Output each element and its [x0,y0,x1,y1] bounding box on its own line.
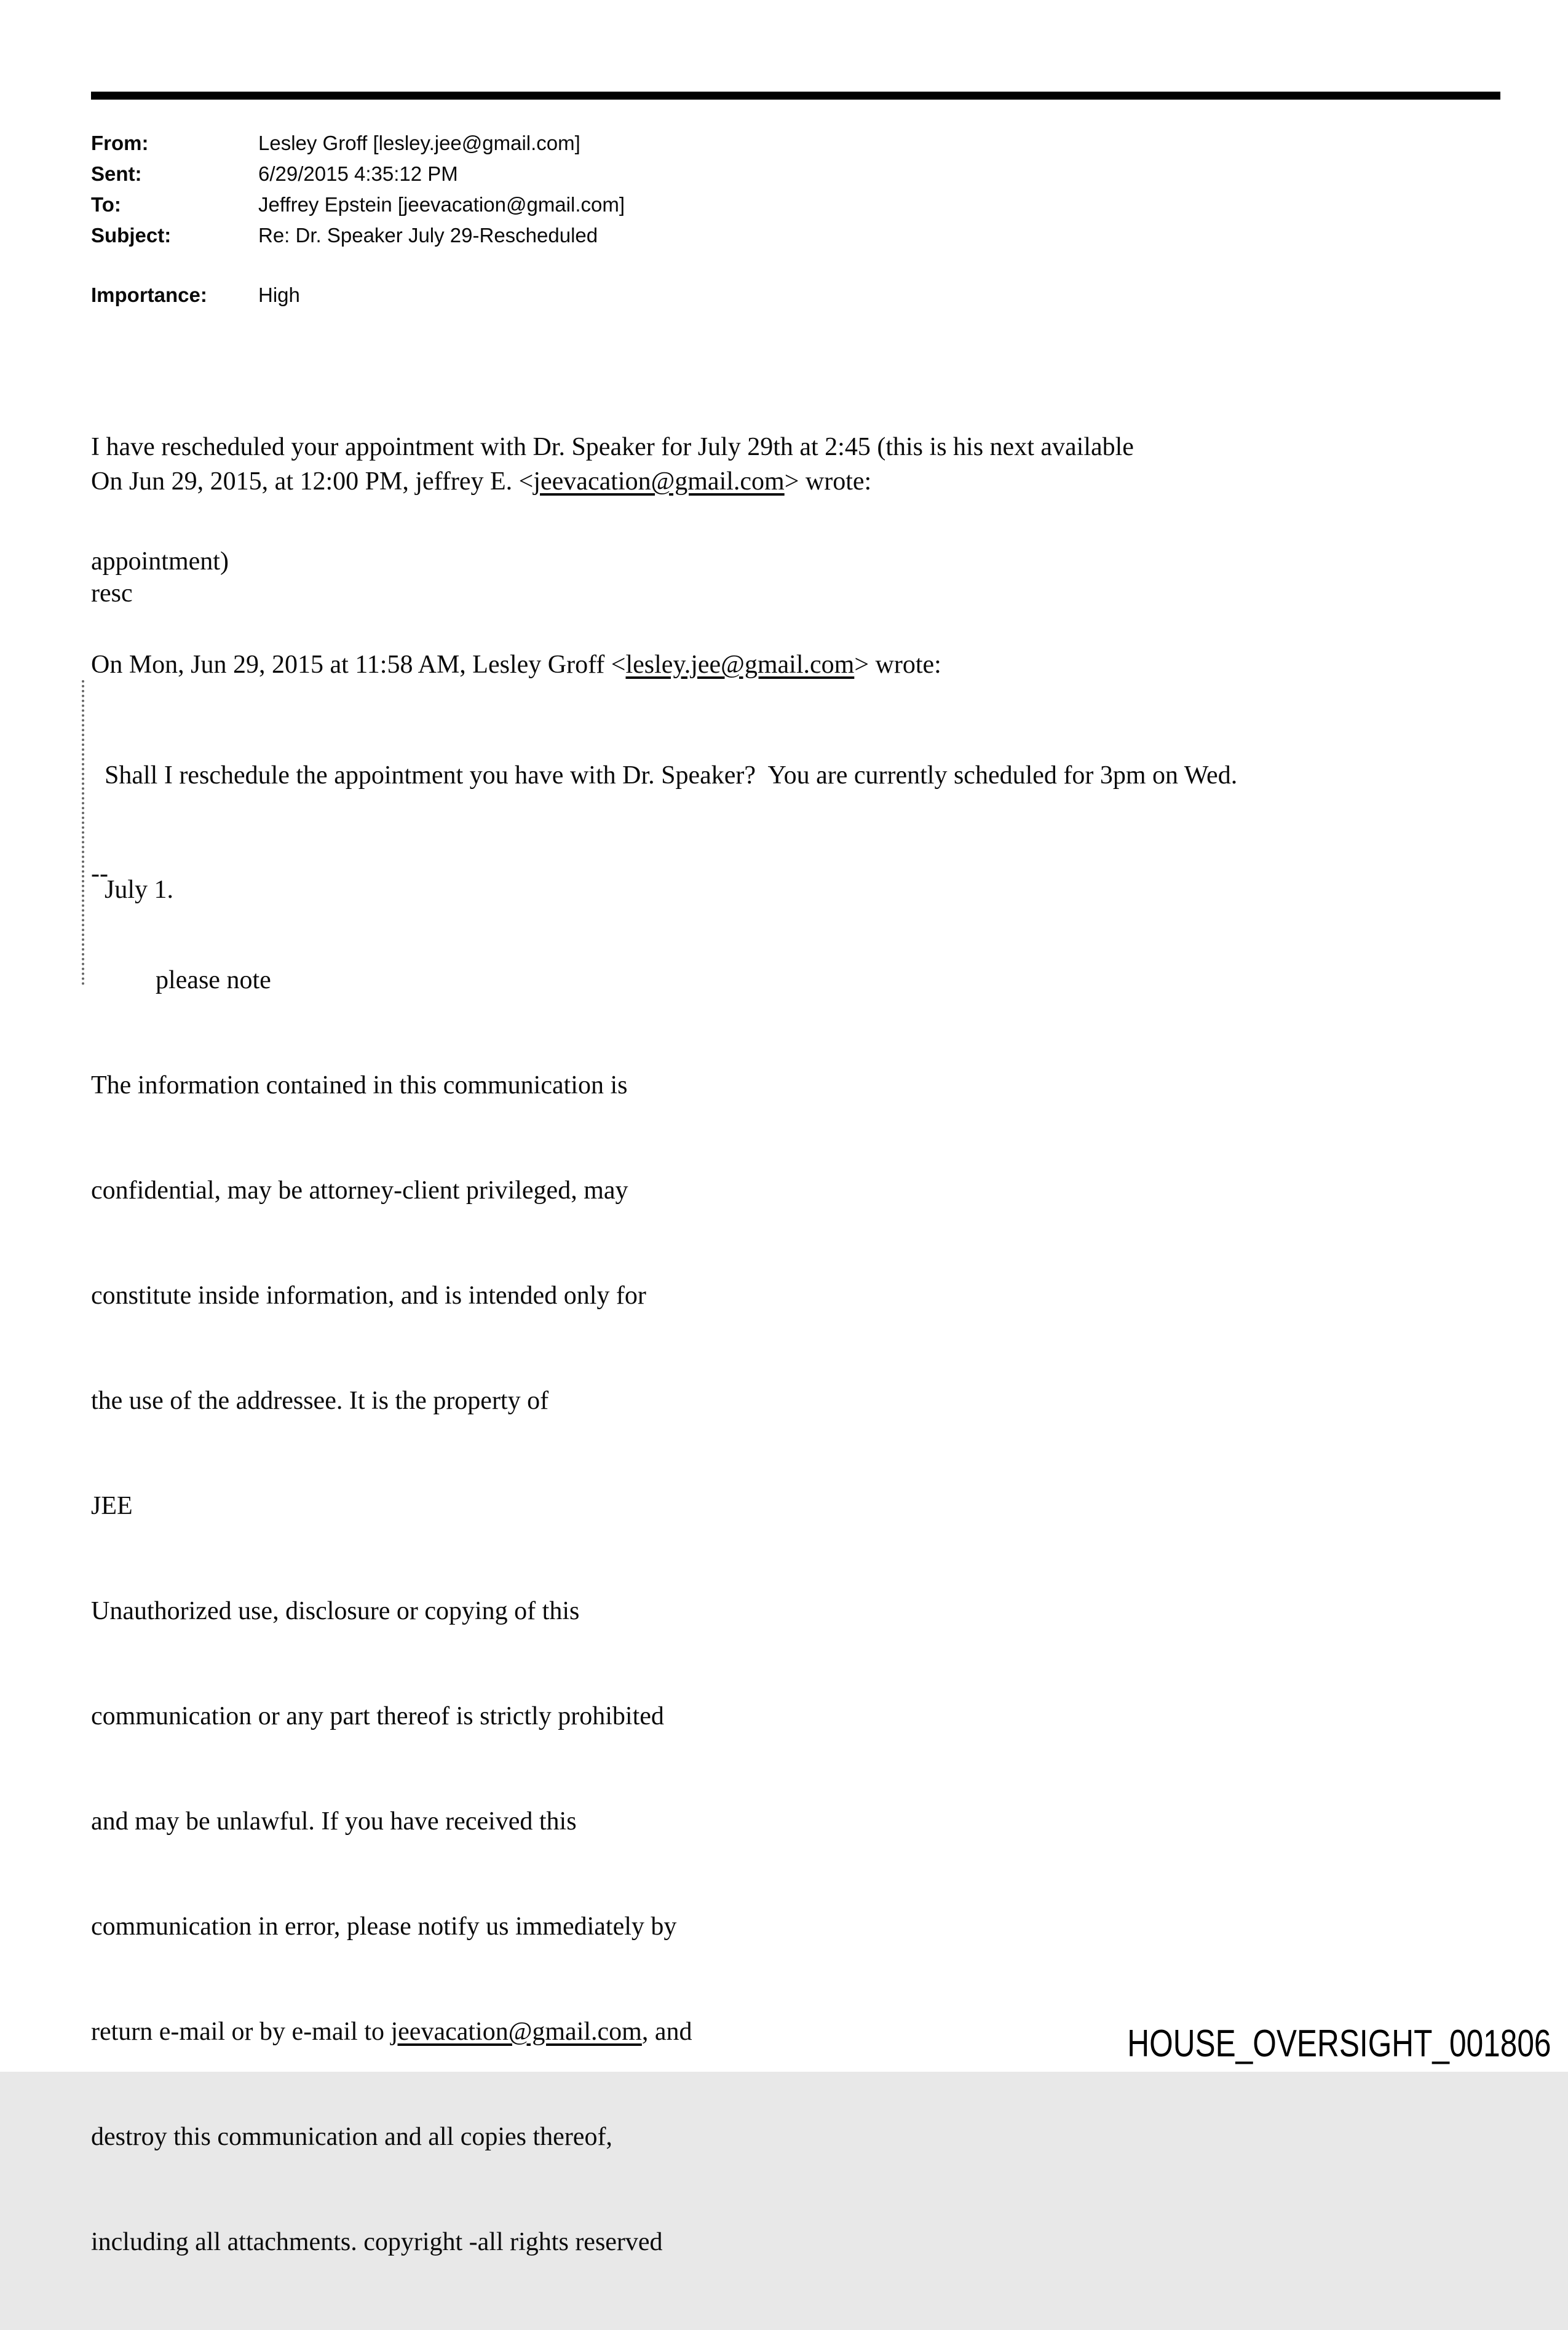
email-header [91,128,625,311]
header-row-importance [91,280,625,311]
from-value: Lesley Groff [lesley.jee@gmail.com] [258,132,580,154]
subject-value: Re: Dr. Speaker July 29-Rescheduled [258,224,598,247]
disclaimer-line: confidential, may be attorney-client privileged, may [91,1176,628,1205]
signature-note: please note [156,966,271,994]
disclaimer-line: communication or any part thereof is strictly prohibited [91,1702,664,1730]
quoted-header-jeffrey [91,462,1431,501]
from-label: From: [91,132,149,154]
disclaimer-line: the use of the addressee. It is the property of [91,1387,549,1415]
email-link-lesley-jee[interactable]: lesley.jee@gmail.com [625,651,855,679]
disclaimer-line: and may be unlawful. If you have received this [91,1807,577,1836]
disclaimer-line: Unauthorized use, disclosure or copying of this [91,1597,580,1625]
to-value: Jeffrey Epstein [jeevacation@gmail.com] [258,193,625,216]
message-line: appointment) [91,547,229,576]
email-link-jeevacation[interactable]: jeevacation@gmail.com [533,467,785,496]
subject-label: Subject: [91,224,172,247]
message-line: I have rescheduled your appointment with Dr. Speaker for July 29th at 2:45 (this is his next available [91,433,1134,461]
sent-value: 6/29/2015 4:35:12 PM [258,162,458,185]
disclaimer-text: , and [641,2018,692,2046]
quoted-header-text: On Jun 29, 2015, at 12:00 PM, jeffrey E. < [91,467,534,496]
header-row-sent [91,159,625,189]
quoted-header-text: > wrote: [854,651,941,679]
disclaimer-line: including all attachments. copyright -all rights reserved [91,2228,663,2256]
disclaimer-line: constitute inside information, and is intended only for [91,1282,646,1310]
signature-separator: -- [91,860,108,888]
disclaimer-line-with-link [91,2015,952,2050]
importance-value: High [258,283,300,306]
disclaimer-line: destroy this communication and all copies thereof, [91,2123,612,2151]
quoted-header-lesley [91,646,1431,684]
importance-label: Importance: [91,283,207,306]
header-row-subject [91,220,625,251]
disclaimer-line: communication in error, please notify us immediately by [91,1912,677,1941]
signature-disclaimer [91,893,952,2330]
bates-number: HOUSE_OVERSIGHT_001806 [1127,2023,1551,2065]
quoted-line: Shall I reschedule the appointment you have with Dr. Speaker? You are currently scheduled for 3pm on Wed. [105,761,1238,790]
to-label: To: [91,193,121,216]
quoted-header-text: On Mon, Jun 29, 2015 at 11:58 AM, Lesley Groff < [91,651,626,679]
disclaimer-line: The information contained in this communication is [91,1071,628,1100]
header-row-from [91,128,625,159]
header-divider-rule [91,92,1500,100]
quoted-line: July 1. [105,876,174,904]
sent-label: Sent: [91,162,142,185]
quoted-header-text: > wrote: [784,467,872,496]
resc-reply-text: resc [91,579,133,608]
message-paragraph [91,352,1431,657]
header-row-to [91,189,625,220]
disclaimer-line: JEE [91,1492,133,1520]
email-link-jeevacation-footer[interactable]: jeevacation@gmail.com [390,2018,642,2046]
disclaimer-text: return e-mail or by e-mail to [91,2018,391,2046]
